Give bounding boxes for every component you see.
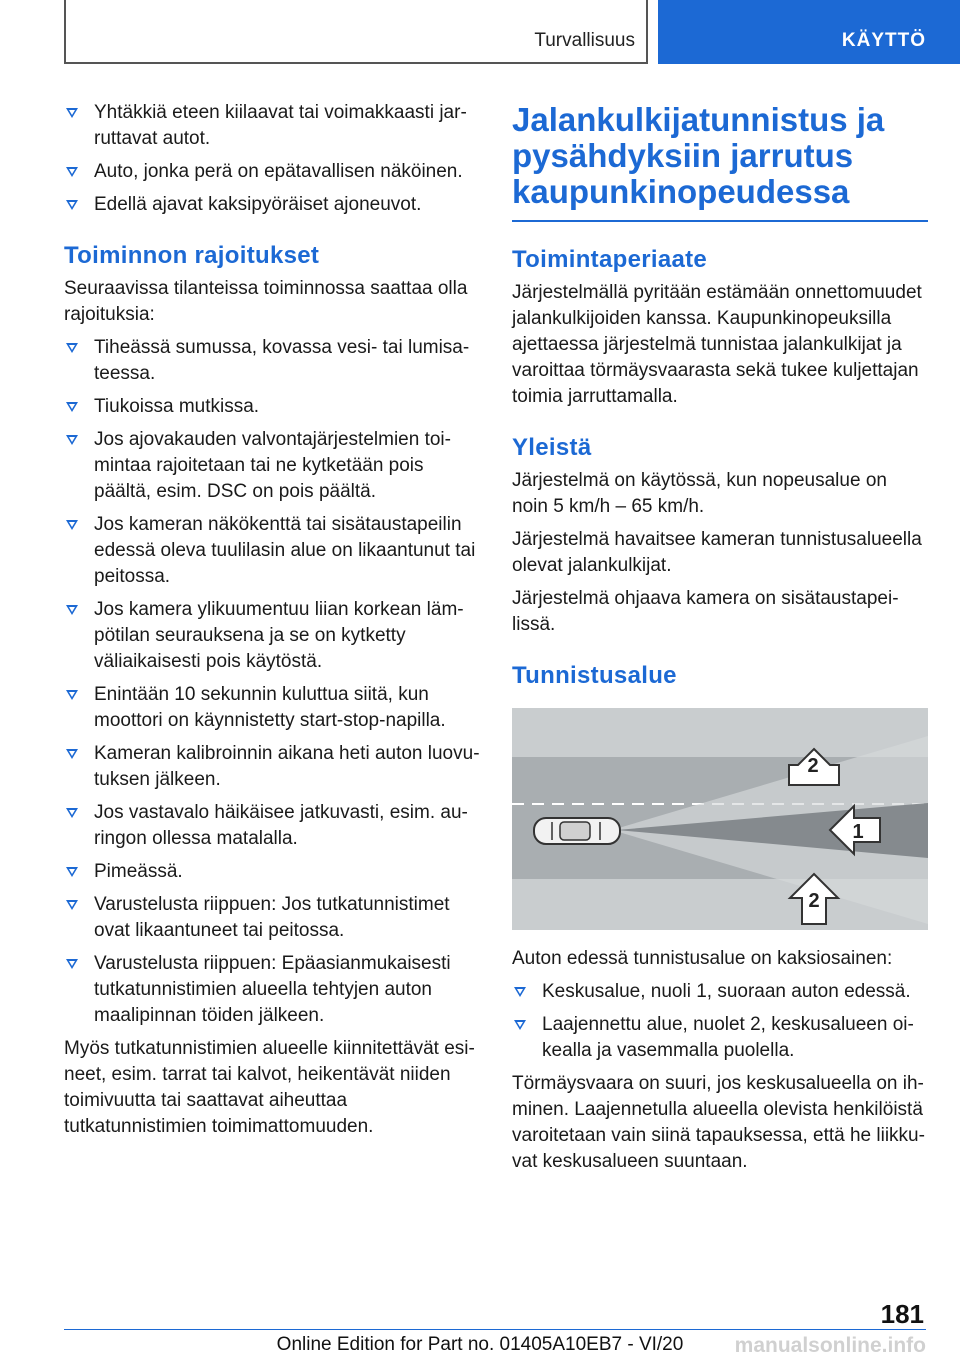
list-item: Auto, jonka perä on epätavallisen näköinen. (64, 159, 480, 185)
list-item: Varustelusta riippuen: Epäasianmukaisesti tutkatunnistimien alueella tehtyjen auton maalipinnan töiden jälkeen. (64, 951, 480, 1029)
limitations-heading: Toiminnon rajoitukset (64, 242, 320, 269)
header-chapter-label: KÄYTTÖ (841, 30, 926, 51)
watermark: manualsonline.info (734, 1334, 926, 1357)
principle-heading: Toimintaperiaate (512, 246, 708, 273)
list-item: Varustelusta riippuen: Jos tutkatunnistimet ovat likaantuneet tai peitossa. (64, 892, 480, 944)
footer-edition: Online Edition for Part no. 01405A10EB7 - VI/20 (276, 1334, 684, 1355)
header-chapter-tab (658, 0, 960, 64)
right-column (512, 100, 928, 1182)
list-item: Jos kamera ylikuumentuu liian korkean lämpötilan seurauksena ja se on kytketty väliaikaisesti pois käytöstä. (64, 597, 480, 675)
arrow-label: 2 (807, 755, 819, 777)
list-item: Tiukoissa mutkissa. (64, 394, 480, 420)
general-paragraph: Järjestelmä havaitsee kameran tunnistusalueella olevat jalankulkijat. (512, 529, 922, 576)
list-item: Pimeässä. (64, 859, 480, 885)
header-section-title: Turvallisuus (534, 30, 635, 51)
limitations-intro: Seuraavissa tilanteissa toiminnossa saattaa olla rajoituksia: (64, 278, 468, 325)
general-paragraph: Järjestelmä ohjaava kamera on sisätaustapeilissä. (512, 588, 899, 635)
list-item: Tiheässä sumussa, kovassa vesi- tai lumisateessa. (64, 335, 480, 387)
section-title: Jalankulkijatunnistus ja pysähdyksiin jarrutus kaupunkinopeudessa (512, 102, 928, 222)
arrow-label: 2 (808, 890, 820, 912)
page-number: 181 (880, 1299, 924, 1329)
car-icon (534, 818, 620, 844)
left-column (64, 100, 480, 1147)
detection-area-figure (512, 708, 928, 930)
list-item: Keskusalue, nuoli 1, suoraan auton edessä. (512, 979, 928, 1005)
detection-closing: Törmäysvaara on suuri, jos keskusalueella on ihminen. Laajennetulla alueella olevista henkilöistä varoitetaan vain siinä tapauksessa, että he liikkuvat keskusalueen suuntaan. (512, 1073, 925, 1172)
limitations-bullet-list (64, 335, 480, 1029)
list-item: Kameran kalibroinnin aikana heti auton luovutuksen jälkeen. (64, 741, 480, 793)
detection-bullet-list (512, 979, 928, 1064)
closing-paragraph: Myös tutkatunnistimien alueelle kiinnitettävät esineet, esim. tarrat tai kalvot, heikentävät niiden toimivuutta tai saattavat aiheuttaa tutkatunnistimien toimimattomuuden. (64, 1038, 475, 1137)
list-item: Laajennettu alue, nuolet 2, keskusalueen oikealla ja vasemmalla puolella. (512, 1012, 928, 1064)
arrow-label: 1 (852, 821, 864, 843)
list-item: Enintään 10 sekunnin kuluttua siitä, kun moottori on käynnistetty start-stop-napilla. (64, 682, 480, 734)
top-bullet-list (64, 100, 480, 218)
list-item: Jos ajovakauden valvontajärjestelmien toimintaa rajoitetaan tai ne kytketään pois päältä, esim. DSC on pois päältä. (64, 427, 480, 505)
list-item: Jos vastavalo häikäisee jatkuvasti, esim. auringon ollessa matalalla. (64, 800, 480, 852)
general-heading: Yleistä (512, 434, 592, 461)
footer-divider (64, 1329, 926, 1330)
list-item: Edellä ajavat kaksipyöräiset ajoneuvot. (64, 192, 480, 218)
detection-heading: Tunnistusalue (512, 662, 677, 689)
general-paragraph: Järjestelmä on käytössä, kun nopeusalue on noin 5 km/h – 65 km/h. (512, 470, 887, 517)
list-item: Jos kameran näkökenttä tai sisätaustapeilin edessä oleva tuulilasin alue on likaantunut tai peitossa. (64, 512, 480, 590)
detection-intro: Auton edessä tunnistusalue on kaksiosainen: (512, 948, 893, 969)
principle-text: Järjestelmällä pyritään estämään onnettomuudet jalankulkijoiden kanssa. Kaupunkinopeuksilla ajettaessa järjestelmä tunnistaa jalankulkijat ja varoittaa törmäysvaarasta sekä tukee kuljettajan toimia jarruttamalla. (512, 282, 922, 407)
list-item: Yhtäkkiä eteen kiilaavat tai voimakkaasti jarruttavat autot. (64, 100, 480, 152)
